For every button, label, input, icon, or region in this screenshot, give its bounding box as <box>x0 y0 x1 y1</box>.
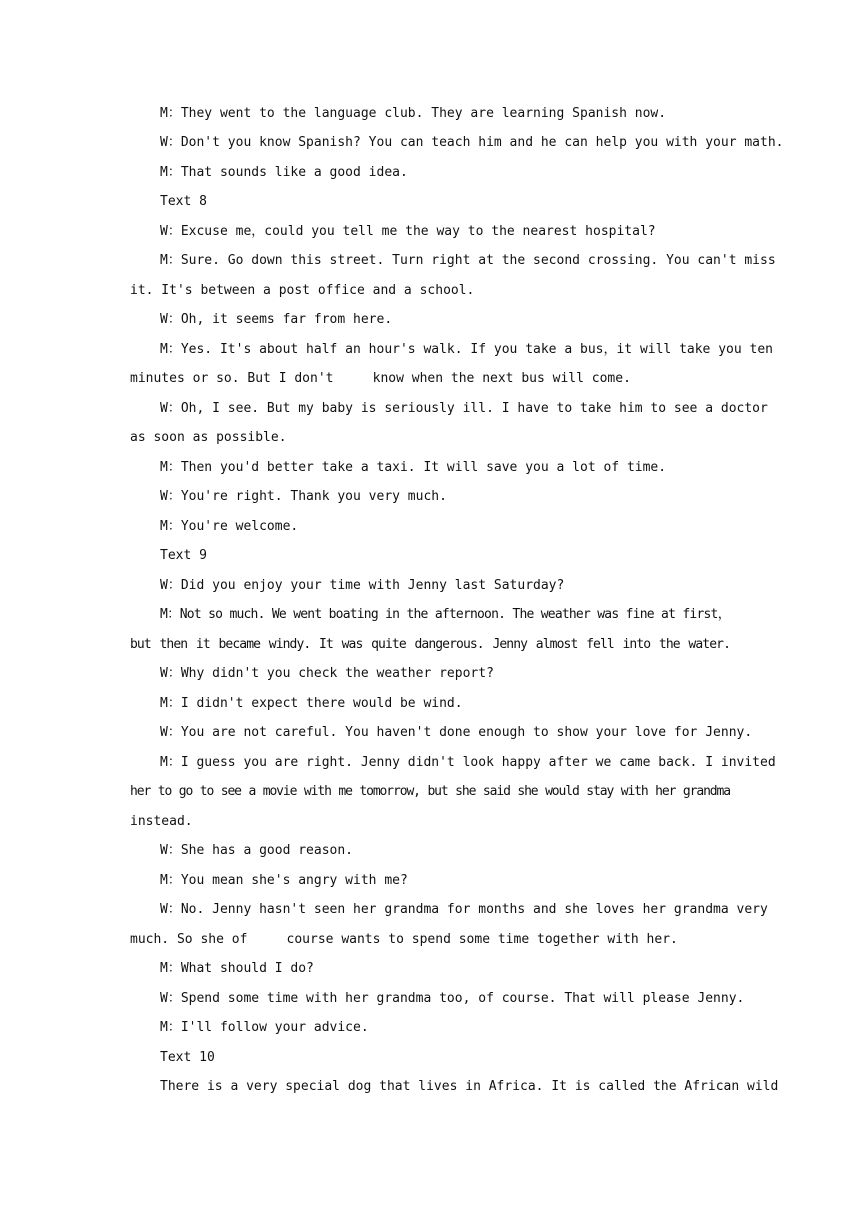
transcript-line: W：You are not careful. You haven't done enough to show your love for Jenny. <box>160 725 753 740</box>
transcript-line: M：That sounds like a good idea. <box>160 165 408 180</box>
section-heading: Text 8 <box>160 194 207 209</box>
transcript-line: W：Spend some time with her grandma too, of course. That will please Jenny. <box>160 991 745 1006</box>
transcript-line: M：Not so much. We went boating in the afternoon. The weather was fine at first， <box>160 607 730 622</box>
transcript-line: M：You mean she's angry with me? <box>160 873 408 888</box>
transcript-line: W：Oh, it seems far from here. <box>160 312 393 327</box>
transcript-line: M：Sure. Go down this street. Turn right at the second crossing. You can't miss <box>160 253 776 268</box>
transcript-line: W：She has a good reason. <box>160 843 354 858</box>
transcript-line: W：Why didn't you check the weather report? <box>160 666 494 681</box>
transcript-line: W：Did you enjoy your time with Jenny last Saturday? <box>160 578 565 593</box>
transcript-line: her to go to see a movie with me tomorrow, but she said she would stay with her grandma <box>130 784 730 799</box>
transcript-line: W：No. Jenny hasn't seen her grandma for months and she loves her grandma very <box>160 902 768 917</box>
transcript-line: M：I guess you are right. Jenny didn't look happy after we came back. I invited <box>160 755 776 770</box>
transcript-line: There is a very special dog that lives in Africa. It is called the African wild <box>160 1079 779 1094</box>
transcript-line: M：They went to the language club. They are learning Spanish now. <box>160 106 667 121</box>
transcript-line: minutes or so. But I don't know when the next bus will come. <box>130 371 631 386</box>
transcript-line: but then it became windy. It was quite dangerous. Jenny almost fell into the water. <box>130 637 730 652</box>
transcript-line: it. It's between a post office and a school. <box>130 283 475 298</box>
transcript-line: M：I'll follow your advice. <box>160 1020 369 1035</box>
section-heading: Text 9 <box>160 548 207 563</box>
transcript-line: instead. <box>130 814 193 829</box>
transcript-line: as soon as possible. <box>130 430 287 445</box>
transcript-line: M：Then you'd better take a taxi. It will save you a lot of time. <box>160 460 667 475</box>
transcript-line: much. So she of course wants to spend some time together with her. <box>130 932 678 947</box>
transcript-line: W：You're right. Thank you very much. <box>160 489 447 504</box>
transcript-line: W：Don't you know Spanish? You can teach him and he can help you with your math. <box>160 135 784 150</box>
transcript-line: M：What should I do? <box>160 961 314 976</box>
transcript-line: M：I didn't expect there would be wind. <box>160 696 463 711</box>
transcript-line: M：Yes. It's about half an hour's walk. If you take a bus，it will take you ten <box>160 342 773 357</box>
transcript-line: W：Excuse me，could you tell me the way to the nearest hospital? <box>160 224 656 239</box>
section-heading: Text 10 <box>160 1050 215 1065</box>
transcript-line: W：Oh, I see. But my baby is seriously ill. I have to take him to see a doctor <box>160 401 768 416</box>
transcript-line: M：You're welcome. <box>160 519 299 534</box>
